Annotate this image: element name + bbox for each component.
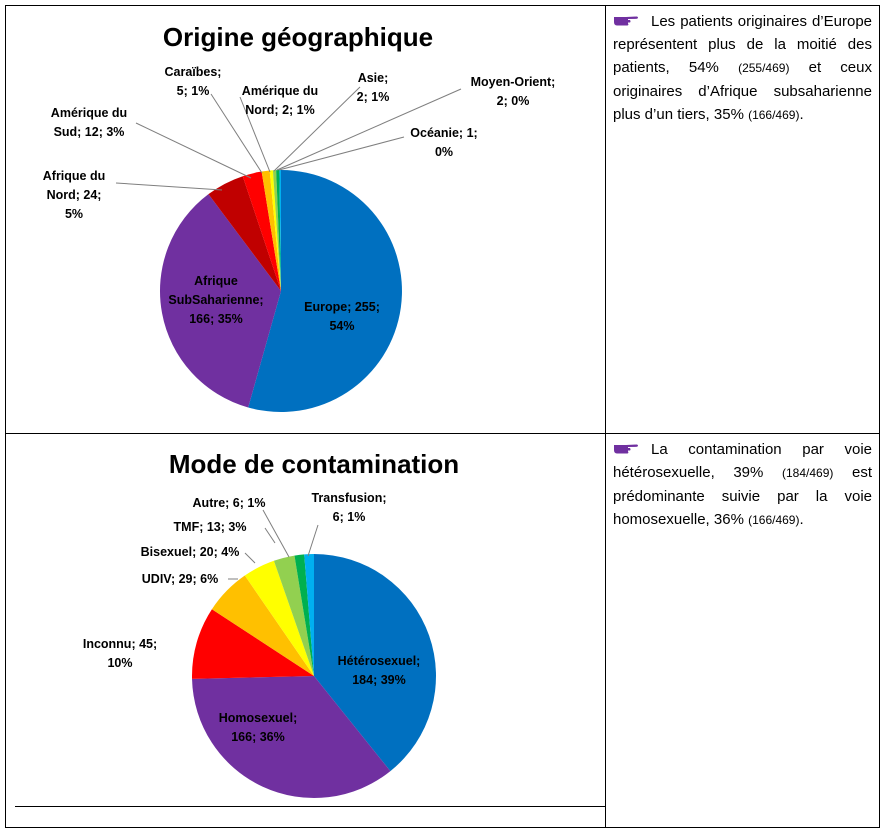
data-label-udiv: UDIV; 29; 6%	[141, 572, 219, 586]
data-label-heterosexuel: Hétérosexuel; 184; 39%	[337, 654, 421, 687]
pie-chart-contamination	[83, 449, 459, 798]
chart-title: Mode de contamination	[168, 449, 460, 479]
data-label-amerique-du-sud: Amérique du Sud; 12; 3%	[50, 106, 128, 139]
leader-line	[265, 528, 275, 543]
note-origine	[613, 10, 872, 127]
pointing-hand-icon	[613, 13, 639, 27]
leader-line	[274, 87, 360, 171]
note-text: est prédominante suivie par la voie homosexuelle, 36%	[613, 464, 873, 528]
data-label-autre: Autre; 6; 1%	[192, 496, 266, 510]
pointing-hand-icon	[613, 441, 639, 455]
note-ratio: (166/469)	[748, 108, 800, 122]
note-text: Les patients originaires d’Europe représentent plus de la moitié des patients, 54%	[613, 13, 872, 76]
data-label-europe: Europe; 255; 54%	[304, 300, 380, 333]
leader-line	[245, 553, 255, 563]
leader-line	[116, 183, 222, 190]
note-text: et ceux originaires d’Afrique subsaharienne plus d’un tiers, 35%	[613, 59, 872, 123]
chart-title: Origine géographique	[162, 22, 434, 52]
note-end: .	[799, 106, 804, 123]
leader-line	[308, 525, 318, 556]
note-contamination	[613, 438, 872, 532]
note-ratio: (184/469)	[782, 466, 834, 480]
data-label-homosexuel: Homosexuel; 166; 36%	[218, 711, 298, 744]
leader-line	[263, 510, 289, 557]
note-text: La contamination par voie hétérosexuelle, 39%	[613, 441, 872, 481]
note-ratio: (166/469)	[748, 513, 800, 527]
data-label-afrique-du-nord: Afrique du Nord; 24; 5%	[42, 169, 106, 221]
data-label-asie: Asie; 2; 1%	[356, 71, 390, 104]
data-label-tmf: TMF; 13; 3%	[173, 520, 247, 534]
pie-chart-origine	[43, 22, 556, 412]
data-label-bisexuel: Bisexuel; 20; 4%	[140, 545, 240, 559]
leader-line	[136, 123, 251, 178]
data-label-amerique-du-nord: Amérique du Nord; 2; 1%	[241, 84, 319, 117]
data-label-transfusion: Transfusion; 6; 1%	[311, 491, 387, 524]
note-ratio: (255/469)	[738, 61, 790, 75]
data-label-caraibes: Caraïbes; 5; 1%	[164, 65, 222, 98]
data-label-oceanie: Océanie; 1; 0%	[410, 126, 478, 159]
data-label-moyen-orient: Moyen-Orient; 2; 0%	[470, 75, 556, 108]
data-label-inconnu: Inconnu; 45; 10%	[82, 637, 158, 670]
data-label-afrique-subsaharienne: Afrique SubSaharienne; 166; 35%	[168, 274, 264, 326]
note-end: .	[799, 511, 804, 528]
